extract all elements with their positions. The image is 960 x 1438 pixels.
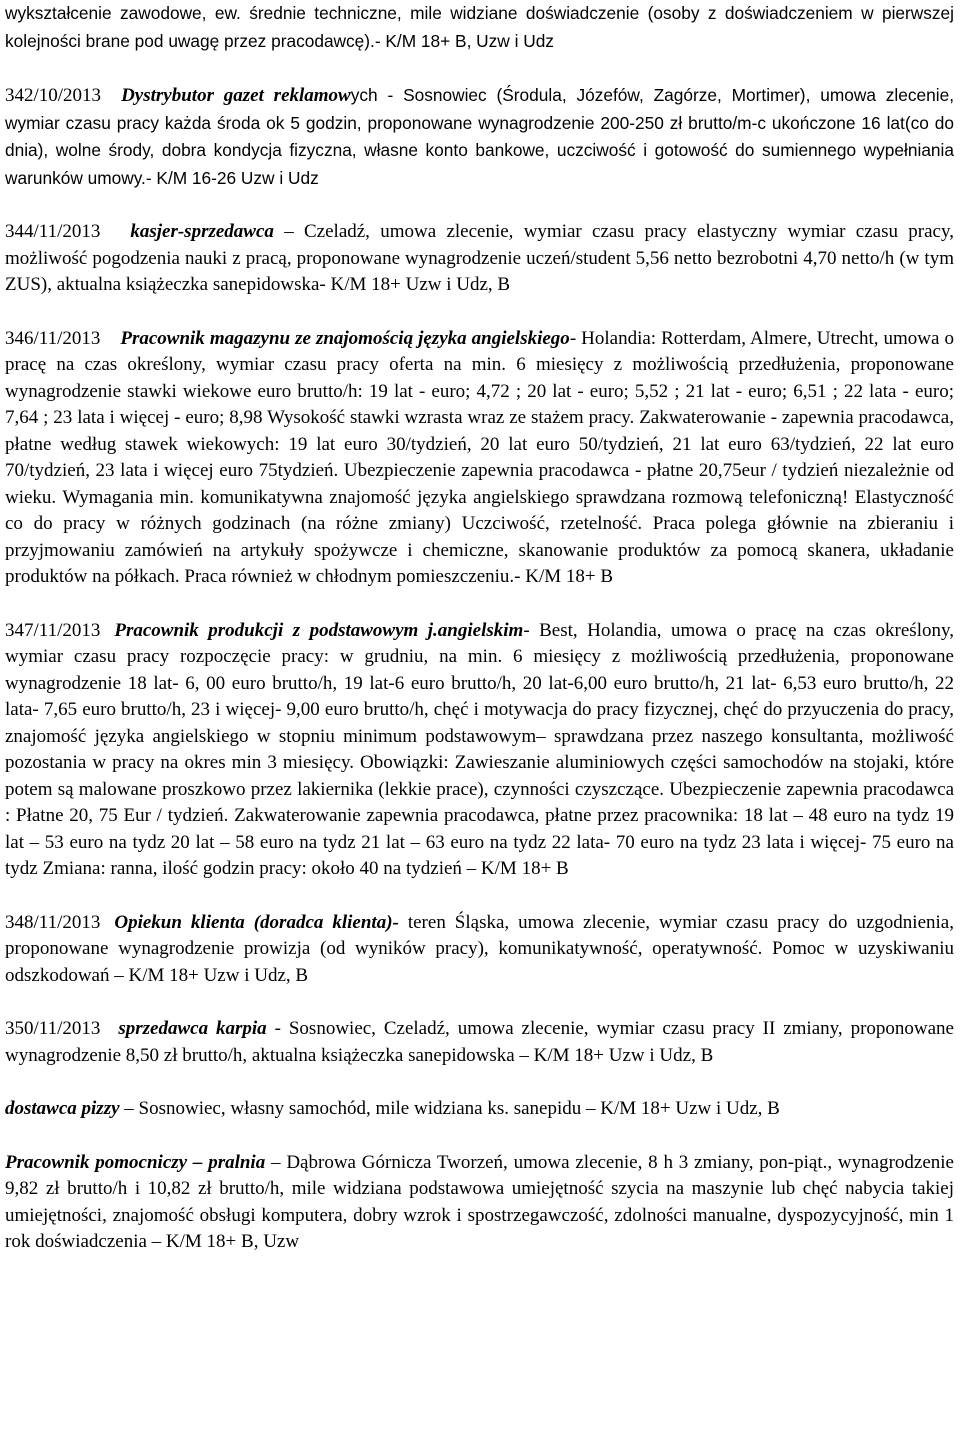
listing-342	[5, 82, 954, 192]
listing-id: 348/11/2013	[5, 911, 101, 933]
listing-title: Opiekun klienta (doradca klienta)-	[114, 911, 399, 933]
listing-id: 350/11/2013	[5, 1018, 101, 1039]
listing-continuation	[5, 0, 954, 55]
listing-text: teren Śląska, umowa zlecenie, wymiar czasu pracy do uzgodnienia, proponowane wynagrodzenie prowizja (od wyników pracy), komunikatywność, operatywność. Pomoc w uzyskiwaniu odszkodowań – K/M 18+ Uzw i Udz, B	[5, 911, 954, 986]
listing-pizza	[5, 1096, 954, 1123]
listing-347	[5, 618, 954, 883]
listing-title: sprzedawca karpia	[118, 1018, 267, 1039]
listing-id: 346/11/2013	[5, 327, 101, 349]
listing-id: 344/11/2013	[5, 221, 101, 242]
listing-pralnia	[5, 1150, 954, 1256]
listing-344	[5, 219, 954, 299]
listing-title: Pracownik pomocniczy – pralnia	[5, 1151, 266, 1173]
listing-title: dostawca pizzy	[5, 1098, 120, 1119]
listing-348	[5, 910, 954, 990]
listing-id: 342/10/2013	[5, 85, 102, 106]
listing-350	[5, 1016, 954, 1069]
listing-title: Pracownik magazynu ze znajomością języka angielskiego	[120, 327, 570, 349]
listing-text: ych - Sosnowiec (Środula, Józefów, Zagórze, Mortimer), umowa zlecenie, wymiar czasu pracy każda środa ok 5 godzin, proponowane wynagrodzenie 200-250 zł brutto/m-c ukończone 16 lat(co do dnia), wolne środy, dobra kondycja fizyczna, własne konto bankowe, uczciwość i gotowość do sumiennego wypełniania warunków umowy.- K/M 16-26 Uzw i Udz	[5, 85, 954, 188]
listing-text: - Holandia: Rotterdam, Almere, Utrecht, umowa o pracę na czas określony, wymiar czasu pracy oferta na min. 6 miesięcy z możliwością przedłużenia, proponowane wynagrodzenie stawki wiekowe euro brutto/h: 19 lat - euro; 4,72 ; 20 lat - euro; 5,52 ; 21 lat - euro; 6,51 ; 22 lata - euro; 7,64 ; 23 lata i więcej - euro; 8,98 Wysokość stawki wzrasta wraz ze stażem pracy. Zakwaterowanie - zapewnia pracodawca, płatne według stawek wiekowych: 19 lat euro 30/tydzień, 20 lat euro 50/tydzień, 21 lat euro 63/tydzień, 22 lat euro 70/tydzień, 23 lata i więcej euro 75tydzień. Ubezpieczenie zapewnia pracodawca - płatne 20,75eur / tydzień niezależnie od wieku. Wymagania min. komunikatywna znajomość języka angielskiego sprawdzana rozmową telefoniczną! Elastyczność co do pracy w różnych godzinach (na różne zmiany) Uczciwość, rzetelność. Praca polega głównie na zbieraniu i przyjmowaniu zamówień na artykuły spożywcze i chemiczne, skanowanie produktów za pomocą skanera, układanie produktów na półkach. Praca również w chłodnym pomieszczeniu.- K/M 18+ B	[5, 327, 954, 587]
listing-title: Dystrybutor gazet reklamow	[121, 85, 351, 106]
listing-text: – Czeladź, umowa zlecenie, wymiar czasu pracy elastyczny wymiar czasu pracy, możliwość pogodzenia nauki z pracą, proponowane wynagrodzenie uczeń/student 5,56 netto bezrobotni 4,70 netto/h (w tym ZUS), aktualna książeczka sanepidowska- K/M 18+ Uzw i Udz, B	[5, 221, 954, 295]
listing-text: – Sosnowiec, własny samochód, mile widziana ks. sanepidu – K/M 18+ Uzw i Udz, B	[119, 1098, 780, 1119]
listing-text: - Sosnowiec, Czeladź, umowa zlecenie, wymiar czasu pracy II zmiany, proponowane wynagrodzenie 8,50 zł brutto/h, aktualna książeczka sanepidowska – K/M 18+ Uzw i Udz, B	[5, 1018, 954, 1066]
listing-title: Pracownik produkcji z podstawowym j.angielskim	[114, 619, 524, 641]
listing-title: kasjer-sprzedawca	[130, 221, 274, 242]
listing-text: - Best, Holandia, umowa o pracę na czas określony, wymiar czasu pracy rozpoczęcie pracy: w grudniu, na min. 6 miesięcy z możliwością przedłużenia, proponowane wynagrodzenie 18 lat- 6, 00 euro brutto/h, 19 lat-6 euro brutto/h, 20 lat-6,00 euro brutto/h, 21 lat- 6,53 euro brutto/h, 22 lata- 7,65 euro brutto/h, 23 i więcej- 9,00 euro brutto/h, chęć i motywacja do pracy fizycznej, chęć do przyuczenia do pracy, znajomość języka angielskiego w stopniu minimum podstawowym– sprawdzana przez naszego konsultanta, możliwość pozostania w pracy na okres min 3 miesięcy. Obowiązki: Zawieszanie aluminiowych części samochodów na stojaki, które potem są malowane proszkowo przez lakiernika (lekkie prace), czynności czyszczące. Ubezpieczenie zapewnia pracodawca : Płatne 20, 75 Eur / tydzień. Zakwaterowanie zapewnia pracodawca, płatne przez pracownika: 18 lat – 48 euro na tydz 19 lat – 53 euro na tydz 20 lat – 58 euro na tydz 21 lat – 63 euro na tydz 22 lata- 70 euro na tydz 23 lata i więcej- 75 euro na tydz Zmiana: ranna, ilość godzin pracy: około 40 na tydzień – K/M 18+ B	[5, 619, 954, 879]
listing-text: wykształcenie zawodowe, ew. średnie techniczne, mile widziane doświadczenie (osoby z doświadczeniem w pierwszej kolejności brane pod uwagę przez pracodawcę).- K/M 18+ B, Uzw i Udz	[5, 3, 954, 51]
listing-text: – Dąbrowa Górnicza Tworzeń, umowa zlecenie, 8 h 3 zmiany, pon-piąt., wynagrodzenie 9,82 zł brutto/h i 10,82 zł brutto/h, mile widziana podstawowa umiejętność szycia na maszynie lub chęć nabycia takiej umiejętności, znajomość obsługi komputera, dobry wzrok i spostrzegawczość, zdolności manualne, dyspozycyjność, min 1 rok doświadczenia – K/M 18+ B, Uzw	[5, 1151, 954, 1252]
listing-id: 347/11/2013	[5, 619, 101, 641]
listing-346	[5, 326, 954, 591]
